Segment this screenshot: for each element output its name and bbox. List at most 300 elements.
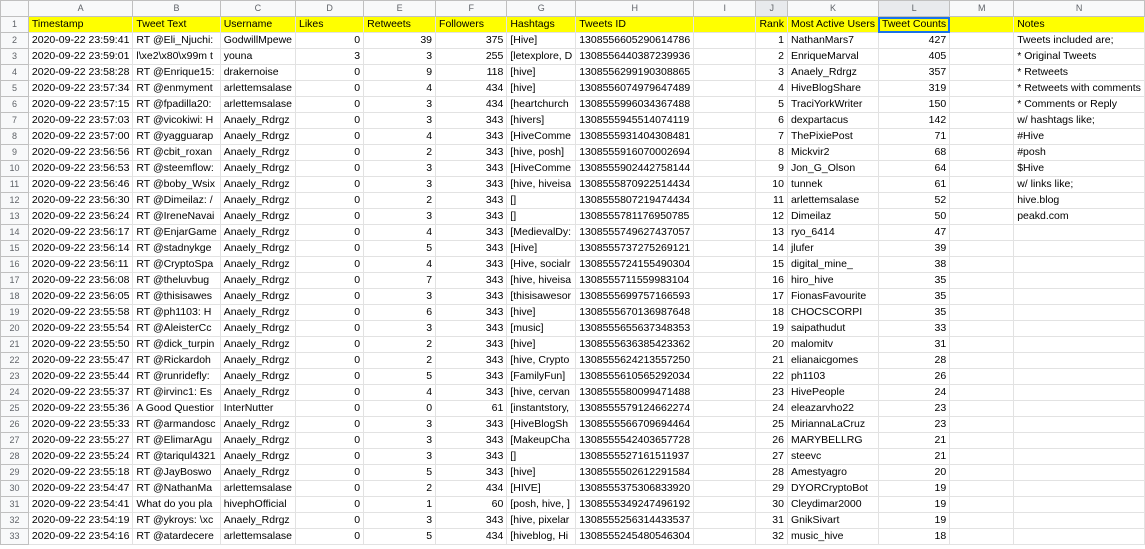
cell-e[interactable]: 5 <box>364 529 436 545</box>
cell-c[interactable]: Anaely_Rdrgz <box>220 193 295 209</box>
cell-m[interactable] <box>950 353 1014 369</box>
cell-m[interactable] <box>950 81 1014 97</box>
row-number[interactable]: 16 <box>1 257 29 273</box>
cell-l[interactable]: 427 <box>878 33 949 49</box>
cell-m[interactable] <box>950 481 1014 497</box>
cell-k[interactable]: Jon_G_Olson <box>787 161 878 177</box>
column-header-h[interactable]: H <box>576 1 694 17</box>
cell-m[interactable] <box>950 113 1014 129</box>
cell-a[interactable]: 2020-09-22 23:57:15 <box>28 97 133 113</box>
cell-j[interactable]: 13 <box>756 225 788 241</box>
cell-l[interactable]: 38 <box>878 257 949 273</box>
cell-b[interactable]: RT @armandosc <box>133 417 220 433</box>
cell-k[interactable]: dexpartacus <box>787 113 878 129</box>
cell-f[interactable]: 434 <box>436 81 507 97</box>
cell-k[interactable]: music_hive <box>787 529 878 545</box>
cell-f[interactable]: 343 <box>436 177 507 193</box>
cell-c[interactable]: Anaely_Rdrgz <box>220 465 295 481</box>
row-number[interactable]: 21 <box>1 337 29 353</box>
cell-b[interactable]: RT @tariqul4321 <box>133 449 220 465</box>
cell-i[interactable] <box>694 353 756 369</box>
header-cell-a[interactable]: Timestamp <box>28 17 133 33</box>
cell-i[interactable] <box>694 305 756 321</box>
row-number[interactable]: 22 <box>1 353 29 369</box>
cell-f[interactable]: 343 <box>436 385 507 401</box>
row-number[interactable]: 17 <box>1 273 29 289</box>
cell-e[interactable]: 1 <box>364 497 436 513</box>
cell-h[interactable]: 1308555655637348353 <box>576 321 694 337</box>
header-cell-m[interactable] <box>950 17 1014 33</box>
cell-i[interactable] <box>694 241 756 257</box>
cell-n[interactable] <box>1014 401 1145 417</box>
header-cell-j[interactable]: Rank <box>756 17 788 33</box>
cell-b[interactable]: RT @thisisawes <box>133 289 220 305</box>
cell-c[interactable]: Anaely_Rdrgz <box>220 289 295 305</box>
row-number[interactable]: 13 <box>1 209 29 225</box>
cell-f[interactable]: 343 <box>436 369 507 385</box>
cell-h[interactable]: 1308555749627437057 <box>576 225 694 241</box>
cell-e[interactable]: 3 <box>364 177 436 193</box>
cell-e[interactable]: 7 <box>364 273 436 289</box>
cell-m[interactable] <box>950 241 1014 257</box>
cell-b[interactable]: RT @runridefly: <box>133 369 220 385</box>
cell-l[interactable]: 64 <box>878 161 949 177</box>
cell-c[interactable]: arlettemsalase <box>220 529 295 545</box>
header-cell-c[interactable]: Username <box>220 17 295 33</box>
cell-h[interactable]: 1308555699757166593 <box>576 289 694 305</box>
column-header-l[interactable]: L <box>878 1 949 17</box>
cell-h[interactable]: 1308555502612291584 <box>576 465 694 481</box>
cell-e[interactable]: 39 <box>364 33 436 49</box>
cell-m[interactable] <box>950 273 1014 289</box>
cell-f[interactable]: 343 <box>436 417 507 433</box>
cell-m[interactable] <box>950 401 1014 417</box>
column-header-j[interactable]: J <box>756 1 788 17</box>
cell-c[interactable]: GodwillMpewe <box>220 33 295 49</box>
cell-m[interactable] <box>950 161 1014 177</box>
column-header-i[interactable]: I <box>694 1 756 17</box>
cell-g[interactable]: [instantstory, <box>507 401 576 417</box>
cell-c[interactable]: Anaely_Rdrgz <box>220 417 295 433</box>
cell-c[interactable]: Anaely_Rdrgz <box>220 353 295 369</box>
column-header-g[interactable]: G <box>507 1 576 17</box>
row-number[interactable]: 4 <box>1 65 29 81</box>
cell-i[interactable] <box>694 257 756 273</box>
cell-j[interactable]: 12 <box>756 209 788 225</box>
cell-n[interactable] <box>1014 241 1145 257</box>
cell-e[interactable]: 4 <box>364 129 436 145</box>
cell-k[interactable]: eleazarvho22 <box>787 401 878 417</box>
cell-j[interactable]: 20 <box>756 337 788 353</box>
cell-k[interactable]: CHOCSCORPI <box>787 305 878 321</box>
cell-a[interactable]: 2020-09-22 23:56:08 <box>28 273 133 289</box>
cell-b[interactable]: RT @irvinc1: Es <box>133 385 220 401</box>
cell-n[interactable]: * Original Tweets <box>1014 49 1145 65</box>
cell-e[interactable]: 4 <box>364 81 436 97</box>
cell-b[interactable]: RT @EnjarGame <box>133 225 220 241</box>
cell-i[interactable] <box>694 449 756 465</box>
cell-d[interactable]: 3 <box>296 49 364 65</box>
cell-j[interactable]: 19 <box>756 321 788 337</box>
cell-k[interactable]: jlufer <box>787 241 878 257</box>
cell-a[interactable]: 2020-09-22 23:55:58 <box>28 305 133 321</box>
cell-g[interactable]: [HIVE] <box>507 481 576 497</box>
cell-l[interactable]: 23 <box>878 417 949 433</box>
cell-l[interactable]: 28 <box>878 353 949 369</box>
cell-b[interactable]: RT @ElimarAgu <box>133 433 220 449</box>
cell-i[interactable] <box>694 289 756 305</box>
cell-m[interactable] <box>950 145 1014 161</box>
cell-f[interactable]: 434 <box>436 97 507 113</box>
row-number[interactable]: 1 <box>1 17 29 33</box>
cell-n[interactable]: * Retweets with comments <box>1014 81 1145 97</box>
header-cell-h[interactable]: Tweets ID <box>576 17 694 33</box>
cell-h[interactable]: 1308556440387239936 <box>576 49 694 65</box>
cell-g[interactable]: [hivers] <box>507 113 576 129</box>
cell-l[interactable]: 35 <box>878 289 949 305</box>
cell-k[interactable]: Dimeilaz <box>787 209 878 225</box>
cell-j[interactable]: 18 <box>756 305 788 321</box>
cell-n[interactable] <box>1014 305 1145 321</box>
cell-l[interactable]: 357 <box>878 65 949 81</box>
cell-l[interactable]: 26 <box>878 369 949 385</box>
cell-m[interactable] <box>950 417 1014 433</box>
cell-j[interactable]: 9 <box>756 161 788 177</box>
row-number[interactable]: 10 <box>1 161 29 177</box>
cell-c[interactable]: Anaely_Rdrgz <box>220 385 295 401</box>
cell-a[interactable]: 2020-09-22 23:54:19 <box>28 513 133 529</box>
row-number[interactable]: 11 <box>1 177 29 193</box>
cell-d[interactable]: 0 <box>296 465 364 481</box>
cell-n[interactable] <box>1014 369 1145 385</box>
cell-a[interactable]: 2020-09-22 23:54:47 <box>28 481 133 497</box>
cell-b[interactable]: RT @steemflow: <box>133 161 220 177</box>
cell-g[interactable]: [hive] <box>507 305 576 321</box>
cell-c[interactable]: Anaely_Rdrgz <box>220 273 295 289</box>
cell-a[interactable]: 2020-09-22 23:57:03 <box>28 113 133 129</box>
cell-e[interactable]: 2 <box>364 353 436 369</box>
cell-h[interactable]: 1308555579124662274 <box>576 401 694 417</box>
row-number[interactable]: 14 <box>1 225 29 241</box>
cell-a[interactable]: 2020-09-22 23:56:14 <box>28 241 133 257</box>
cell-m[interactable] <box>950 193 1014 209</box>
cell-d[interactable]: 0 <box>296 369 364 385</box>
cell-j[interactable]: 17 <box>756 289 788 305</box>
cell-m[interactable] <box>950 465 1014 481</box>
cell-n[interactable]: #posh <box>1014 145 1145 161</box>
cell-i[interactable] <box>694 513 756 529</box>
cell-k[interactable]: ryo_6414 <box>787 225 878 241</box>
cell-e[interactable]: 3 <box>364 321 436 337</box>
cell-n[interactable]: w/ links like; <box>1014 177 1145 193</box>
column-header-a[interactable]: A <box>28 1 133 17</box>
row-number[interactable]: 26 <box>1 417 29 433</box>
cell-a[interactable]: 2020-09-22 23:55:50 <box>28 337 133 353</box>
column-header-f[interactable]: F <box>436 1 507 17</box>
cell-m[interactable] <box>950 33 1014 49</box>
cell-f[interactable]: 343 <box>436 241 507 257</box>
cell-k[interactable]: Cleydimar2000 <box>787 497 878 513</box>
cell-b[interactable]: RT @yagguarap <box>133 129 220 145</box>
cell-c[interactable]: InterNutter <box>220 401 295 417</box>
cell-m[interactable] <box>950 305 1014 321</box>
cell-l[interactable]: 405 <box>878 49 949 65</box>
cell-m[interactable] <box>950 209 1014 225</box>
cell-j[interactable]: 31 <box>756 513 788 529</box>
cell-d[interactable]: 0 <box>296 497 364 513</box>
cell-i[interactable] <box>694 97 756 113</box>
cell-j[interactable]: 7 <box>756 129 788 145</box>
cell-a[interactable]: 2020-09-22 23:59:01 <box>28 49 133 65</box>
cell-f[interactable]: 118 <box>436 65 507 81</box>
cell-l[interactable]: 142 <box>878 113 949 129</box>
cell-k[interactable]: ph1103 <box>787 369 878 385</box>
cell-l[interactable]: 18 <box>878 529 949 545</box>
cell-e[interactable]: 4 <box>364 385 436 401</box>
cell-k[interactable]: Anaely_Rdrgz <box>787 65 878 81</box>
cell-g[interactable]: [HiveComme <box>507 129 576 145</box>
cell-d[interactable]: 0 <box>296 321 364 337</box>
cell-l[interactable]: 19 <box>878 481 949 497</box>
cell-k[interactable]: digital_mine_ <box>787 257 878 273</box>
cell-l[interactable]: 47 <box>878 225 949 241</box>
cell-k[interactable]: ThePixiePost <box>787 129 878 145</box>
cell-c[interactable]: Anaely_Rdrgz <box>220 129 295 145</box>
row-number[interactable]: 2 <box>1 33 29 49</box>
cell-a[interactable]: 2020-09-22 23:56:30 <box>28 193 133 209</box>
cell-c[interactable]: Anaely_Rdrgz <box>220 513 295 529</box>
row-number[interactable]: 29 <box>1 465 29 481</box>
cell-h[interactable]: 1308555711559983104 <box>576 273 694 289</box>
cell-f[interactable]: 60 <box>436 497 507 513</box>
cell-i[interactable] <box>694 433 756 449</box>
cell-j[interactable]: 28 <box>756 465 788 481</box>
cell-a[interactable]: 2020-09-22 23:56:46 <box>28 177 133 193</box>
cell-g[interactable]: [hiveblog, Hi <box>507 529 576 545</box>
cell-a[interactable]: 2020-09-22 23:55:27 <box>28 433 133 449</box>
header-cell-g[interactable]: Hashtags <box>507 17 576 33</box>
cell-a[interactable]: 2020-09-22 23:55:37 <box>28 385 133 401</box>
cell-e[interactable]: 3 <box>364 289 436 305</box>
header-cell-l[interactable]: Tweet Counts <box>878 17 949 33</box>
cell-m[interactable] <box>950 385 1014 401</box>
cell-e[interactable]: 3 <box>364 49 436 65</box>
cell-g[interactable]: [music] <box>507 321 576 337</box>
cell-g[interactable]: [hive, posh] <box>507 145 576 161</box>
cell-b[interactable]: RT @AleisterCc <box>133 321 220 337</box>
cell-f[interactable]: 343 <box>436 513 507 529</box>
cell-m[interactable] <box>950 449 1014 465</box>
cell-e[interactable]: 2 <box>364 337 436 353</box>
cell-k[interactable]: HivePeople <box>787 385 878 401</box>
cell-j[interactable]: 29 <box>756 481 788 497</box>
column-header-c[interactable]: C <box>220 1 295 17</box>
cell-d[interactable]: 0 <box>296 113 364 129</box>
row-number[interactable]: 32 <box>1 513 29 529</box>
cell-m[interactable] <box>950 321 1014 337</box>
cell-c[interactable]: arlettemsalase <box>220 481 295 497</box>
cell-m[interactable] <box>950 257 1014 273</box>
cell-n[interactable]: * Retweets <box>1014 65 1145 81</box>
cell-b[interactable]: RT @ph1103: H <box>133 305 220 321</box>
cell-c[interactable]: Anaely_Rdrgz <box>220 113 295 129</box>
cell-g[interactable]: [hive, pixelar <box>507 513 576 529</box>
cell-f[interactable]: 61 <box>436 401 507 417</box>
cell-b[interactable]: RT @Rickardoh <box>133 353 220 369</box>
row-number[interactable]: 19 <box>1 305 29 321</box>
cell-k[interactable]: EnriqueMarval <box>787 49 878 65</box>
cell-j[interactable]: 32 <box>756 529 788 545</box>
cell-c[interactable]: Anaely_Rdrgz <box>220 225 295 241</box>
cell-n[interactable] <box>1014 257 1145 273</box>
cell-d[interactable]: 0 <box>296 177 364 193</box>
row-number[interactable]: 7 <box>1 113 29 129</box>
cell-n[interactable]: * Comments or Reply <box>1014 97 1145 113</box>
cell-e[interactable]: 3 <box>364 433 436 449</box>
cell-f[interactable]: 343 <box>436 465 507 481</box>
cell-n[interactable]: #Hive <box>1014 129 1145 145</box>
cell-h[interactable]: 1308555375306833920 <box>576 481 694 497</box>
cell-d[interactable]: 0 <box>296 529 364 545</box>
cell-k[interactable]: FionasFavourite <box>787 289 878 305</box>
cell-n[interactable] <box>1014 353 1145 369</box>
cell-b[interactable]: RT @JayBoswo <box>133 465 220 481</box>
cell-h[interactable]: 1308555610565292034 <box>576 369 694 385</box>
cell-l[interactable]: 35 <box>878 305 949 321</box>
cell-k[interactable]: Mickvir2 <box>787 145 878 161</box>
cell-b[interactable]: RT @CryptoSpa <box>133 257 220 273</box>
cell-d[interactable]: 0 <box>296 161 364 177</box>
column-header-m[interactable]: M <box>950 1 1014 17</box>
cell-c[interactable]: Anaely_Rdrgz <box>220 449 295 465</box>
cell-g[interactable]: [hive] <box>507 337 576 353</box>
cell-l[interactable]: 24 <box>878 385 949 401</box>
cell-g[interactable]: [heartchurch <box>507 97 576 113</box>
header-cell-k[interactable]: Most Active Users <box>787 17 878 33</box>
header-cell-f[interactable]: Followers <box>436 17 507 33</box>
cell-k[interactable]: saipathudut <box>787 321 878 337</box>
cell-a[interactable]: 2020-09-22 23:55:33 <box>28 417 133 433</box>
column-header-n[interactable]: N <box>1014 1 1145 17</box>
cell-n[interactable]: peakd.com <box>1014 209 1145 225</box>
cell-l[interactable]: 31 <box>878 337 949 353</box>
cell-d[interactable]: 0 <box>296 401 364 417</box>
cell-j[interactable]: 6 <box>756 113 788 129</box>
cell-e[interactable]: 0 <box>364 401 436 417</box>
cell-h[interactable]: 1308555996034367488 <box>576 97 694 113</box>
cell-j[interactable]: 1 <box>756 33 788 49</box>
row-number[interactable]: 20 <box>1 321 29 337</box>
cell-e[interactable]: 4 <box>364 257 436 273</box>
cell-k[interactable]: elianaicgomes <box>787 353 878 369</box>
cell-e[interactable]: 3 <box>364 209 436 225</box>
cell-j[interactable]: 26 <box>756 433 788 449</box>
header-cell-d[interactable]: Likes <box>296 17 364 33</box>
cell-a[interactable]: 2020-09-22 23:57:34 <box>28 81 133 97</box>
cell-b[interactable]: RT @fpadilla20: <box>133 97 220 113</box>
cell-j[interactable]: 22 <box>756 369 788 385</box>
cell-j[interactable]: 3 <box>756 65 788 81</box>
cell-n[interactable]: Tweets included are; <box>1014 33 1145 49</box>
cell-m[interactable] <box>950 369 1014 385</box>
cell-d[interactable]: 0 <box>296 433 364 449</box>
cell-d[interactable]: 0 <box>296 385 364 401</box>
cell-m[interactable] <box>950 433 1014 449</box>
cell-f[interactable]: 343 <box>436 289 507 305</box>
cell-n[interactable] <box>1014 321 1145 337</box>
cell-l[interactable]: 150 <box>878 97 949 113</box>
cell-b[interactable]: RT @cbit_roxan <box>133 145 220 161</box>
cell-a[interactable]: 2020-09-22 23:55:36 <box>28 401 133 417</box>
cell-b[interactable]: RT @NathanMa <box>133 481 220 497</box>
cell-g[interactable]: [Hive] <box>507 33 576 49</box>
cell-m[interactable] <box>950 513 1014 529</box>
cell-c[interactable]: Anaely_Rdrgz <box>220 433 295 449</box>
cell-c[interactable]: Anaely_Rdrgz <box>220 145 295 161</box>
cell-g[interactable]: [hive] <box>507 465 576 481</box>
cell-e[interactable]: 2 <box>364 145 436 161</box>
cell-h[interactable]: 1308556074979647489 <box>576 81 694 97</box>
header-cell-n[interactable]: Notes <box>1014 17 1145 33</box>
cell-i[interactable] <box>694 129 756 145</box>
cell-e[interactable]: 5 <box>364 369 436 385</box>
cell-m[interactable] <box>950 337 1014 353</box>
cell-a[interactable]: 2020-09-22 23:56:56 <box>28 145 133 161</box>
cell-g[interactable]: [] <box>507 209 576 225</box>
cell-f[interactable]: 343 <box>436 129 507 145</box>
cell-h[interactable]: 1308555945514074119 <box>576 113 694 129</box>
cell-j[interactable]: 5 <box>756 97 788 113</box>
cell-l[interactable]: 19 <box>878 497 949 513</box>
cell-m[interactable] <box>950 49 1014 65</box>
cell-g[interactable]: [] <box>507 193 576 209</box>
cell-c[interactable]: arlettemsalase <box>220 97 295 113</box>
cell-d[interactable]: 0 <box>296 209 364 225</box>
cell-i[interactable] <box>694 81 756 97</box>
cell-g[interactable]: [Hive] <box>507 241 576 257</box>
cell-i[interactable] <box>694 497 756 513</box>
cell-g[interactable]: [MedievalDy: <box>507 225 576 241</box>
cell-e[interactable]: 5 <box>364 465 436 481</box>
cell-b[interactable]: What do you pla <box>133 497 220 513</box>
select-all-corner[interactable] <box>1 1 29 17</box>
cell-e[interactable]: 3 <box>364 97 436 113</box>
cell-f[interactable]: 343 <box>436 209 507 225</box>
cell-b[interactable]: RT @IreneNavai <box>133 209 220 225</box>
cell-k[interactable]: steevc <box>787 449 878 465</box>
cell-n[interactable] <box>1014 433 1145 449</box>
cell-i[interactable] <box>694 225 756 241</box>
cell-k[interactable]: malomitv <box>787 337 878 353</box>
cell-l[interactable]: 39 <box>878 241 949 257</box>
cell-g[interactable]: [Hive, socialr <box>507 257 576 273</box>
cell-g[interactable]: [] <box>507 449 576 465</box>
cell-c[interactable]: Anaely_Rdrgz <box>220 337 295 353</box>
row-number[interactable]: 23 <box>1 369 29 385</box>
cell-g[interactable]: [posh, hive, ] <box>507 497 576 513</box>
cell-f[interactable]: 255 <box>436 49 507 65</box>
cell-f[interactable]: 375 <box>436 33 507 49</box>
cell-b[interactable]: l\xe2\x80\x99m t <box>133 49 220 65</box>
column-header-d[interactable]: D <box>296 1 364 17</box>
cell-g[interactable]: [hive, cervan <box>507 385 576 401</box>
cell-i[interactable] <box>694 369 756 385</box>
row-number[interactable]: 28 <box>1 449 29 465</box>
cell-e[interactable]: 4 <box>364 225 436 241</box>
cell-e[interactable]: 3 <box>364 513 436 529</box>
cell-h[interactable]: 1308555624213557250 <box>576 353 694 369</box>
row-number[interactable]: 24 <box>1 385 29 401</box>
